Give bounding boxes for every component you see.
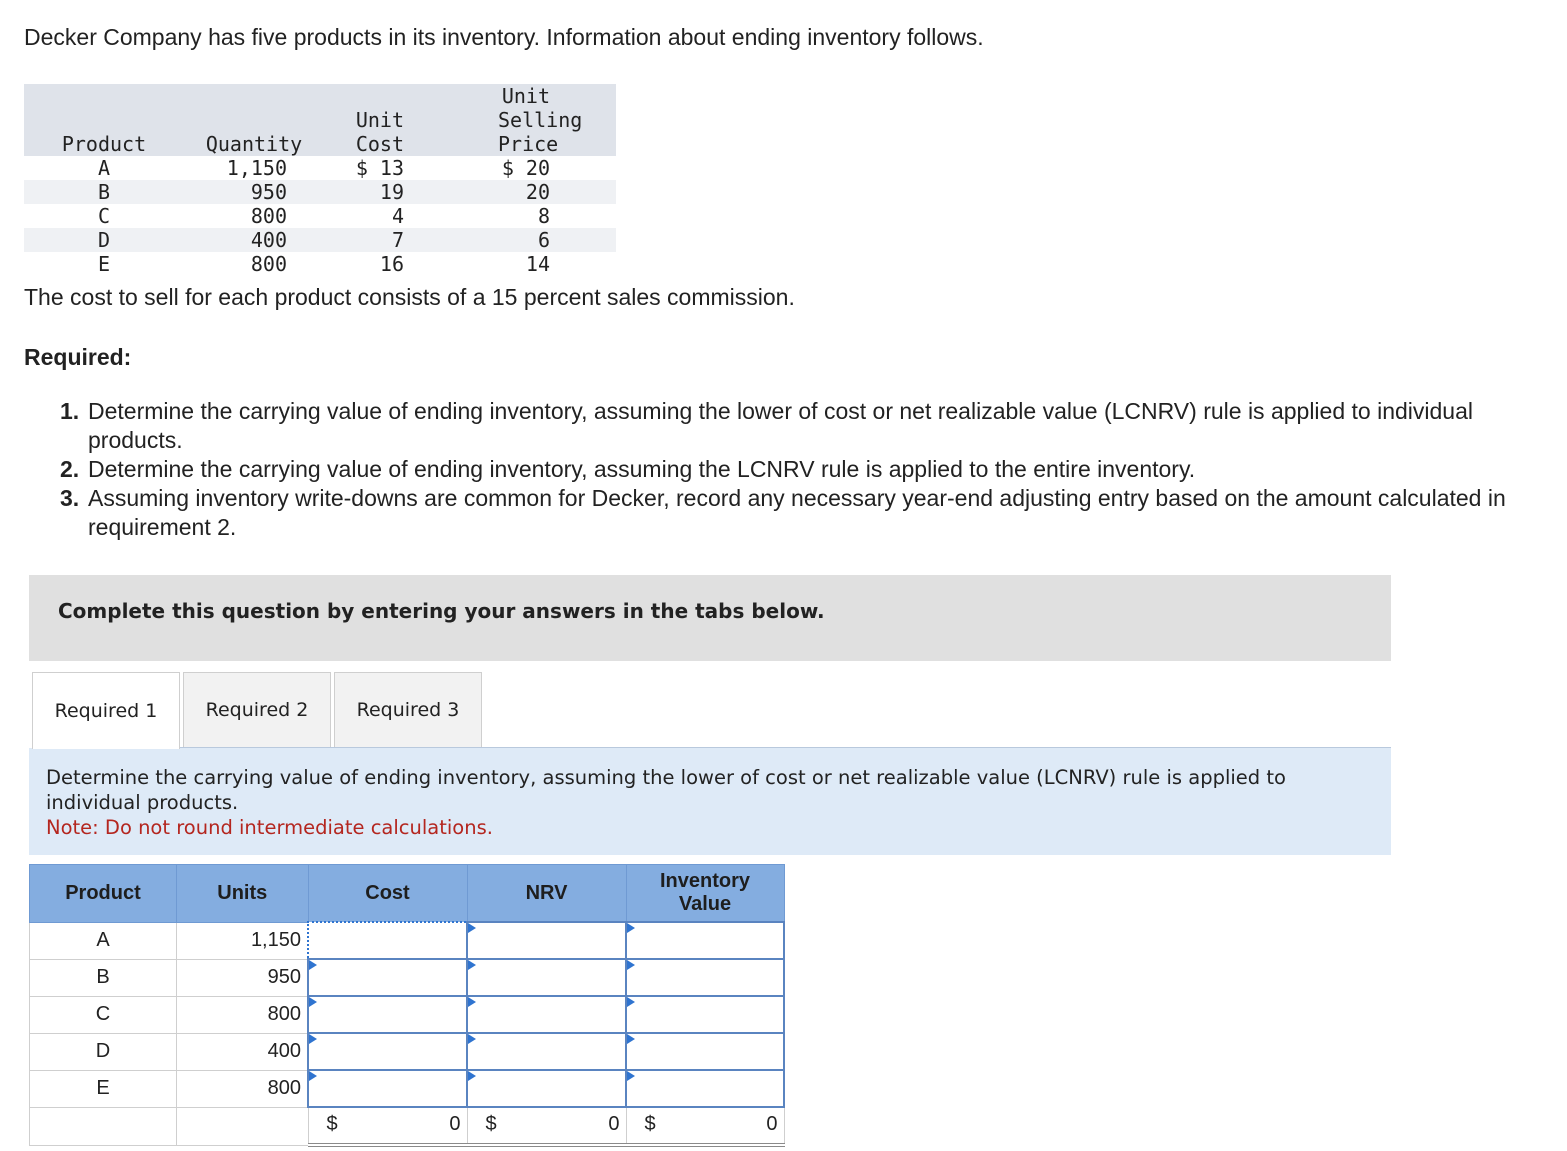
product-cell: C	[97, 204, 111, 228]
inventory-value-input[interactable]	[626, 959, 784, 996]
units-cell: 1,150	[177, 922, 309, 959]
cost-to-sell-note: The cost to sell for each product consists of a 15 percent sales commission.	[24, 284, 795, 310]
table-row	[30, 922, 785, 959]
header-unit-price-line1: Unit Selling	[498, 84, 583, 132]
header-inventory-value: Inventory Value	[626, 865, 784, 923]
tab-required-3[interactable]: Required 3	[334, 672, 482, 748]
header-cost: Cost	[308, 865, 467, 923]
table-row	[24, 252, 616, 276]
unit-cost-cell: 19	[324, 180, 432, 204]
table-row	[30, 996, 785, 1033]
requirement-item: 3. Assuming inventory write-downs are common for Decker, record any necessary year-end adjusting entry based on the amount calculated in requirement 2.	[60, 485, 1506, 540]
product-cell: C	[30, 996, 177, 1033]
units-cell: 800	[177, 996, 309, 1033]
inventory-info-table	[24, 84, 616, 276]
cost-input[interactable]	[308, 922, 467, 959]
inventory-value-input[interactable]	[626, 996, 784, 1033]
total-cost: $ 0	[308, 1107, 467, 1145]
cost-input[interactable]	[308, 996, 467, 1033]
table-row	[24, 156, 616, 180]
total-nrv: $ 0	[467, 1107, 626, 1145]
table-row	[30, 959, 785, 996]
product-cell: E	[30, 1070, 177, 1107]
requirements-list	[60, 397, 1508, 542]
question-note: Note: Do not round intermediate calculations.	[46, 816, 493, 839]
product-cell: B	[30, 959, 177, 996]
table-row	[24, 180, 616, 204]
header-product: Product	[30, 865, 177, 923]
instruction-text: Complete this question by entering your answers in the tabs below.	[58, 599, 825, 623]
header-unit-price-line2: Price	[498, 132, 559, 156]
instruction-banner	[29, 575, 1391, 661]
product-cell: D	[24, 228, 184, 252]
nrv-input[interactable]	[467, 996, 626, 1033]
unit-price-cell: 14	[525, 252, 550, 276]
question-text: Determine the carrying value of ending inventory, assuming the lower of cost or net realizable value (LCNRV) rule is applied to individual products.	[46, 766, 1286, 814]
nrv-input[interactable]	[467, 959, 626, 996]
total-row	[30, 1107, 785, 1145]
product-cell: D	[30, 1033, 177, 1070]
answer-table	[29, 864, 785, 1147]
product-cell: B	[24, 180, 184, 204]
cost-input[interactable]	[308, 1070, 467, 1107]
requirement-item: 2. Determine the carrying value of ending inventory, assuming the LCNRV rule is applied to the entire inventory.	[60, 456, 1196, 482]
inventory-value-input[interactable]	[626, 1070, 784, 1107]
header-unit-selling-price	[432, 84, 616, 156]
total-empty-cell	[177, 1107, 309, 1145]
inventory-value-input[interactable]	[626, 922, 784, 959]
unit-cost-cell: 4	[391, 204, 404, 228]
cost-input[interactable]	[308, 959, 467, 996]
quantity-cell: 800	[250, 252, 287, 276]
quantity-cell: 950	[184, 180, 324, 204]
units-cell: 950	[177, 959, 309, 996]
nrv-input[interactable]	[467, 1070, 626, 1107]
unit-price-cell: 8	[537, 204, 550, 228]
table-row	[24, 228, 616, 252]
header-unit-cost-line1: Unit	[355, 108, 404, 132]
table-row	[30, 1070, 785, 1107]
table-row	[24, 204, 616, 228]
units-cell: 400	[177, 1033, 309, 1070]
inventory-header-row	[24, 84, 616, 156]
inventory-value-input[interactable]	[626, 1033, 784, 1070]
header-product: Product	[24, 84, 184, 156]
required-heading: Required:	[24, 344, 132, 370]
unit-price-cell: 6	[432, 228, 616, 252]
cost-input[interactable]	[308, 1033, 467, 1070]
header-unit-cost-line2: Cost	[355, 132, 404, 156]
nrv-input[interactable]	[467, 922, 626, 959]
unit-price-cell: $ 20	[501, 156, 550, 180]
total-inventory-value: $ 0	[626, 1107, 784, 1145]
product-cell: A	[30, 922, 177, 959]
intro-text: Decker Company has five products in its inventory. Information about ending inventory follows.	[24, 24, 984, 50]
tab-required-1[interactable]: Required 1	[32, 672, 180, 749]
question-panel	[29, 748, 1391, 855]
unit-cost-cell: 16	[379, 252, 404, 276]
unit-cost-cell: 7	[324, 228, 432, 252]
quantity-cell: 400	[184, 228, 324, 252]
units-cell: 800	[177, 1070, 309, 1107]
table-row	[30, 1033, 785, 1070]
header-units: Units	[177, 865, 309, 923]
answer-header-row	[30, 865, 785, 923]
unit-cost-cell: $ 13	[355, 156, 404, 180]
header-unit-cost	[324, 84, 432, 156]
quantity-cell: 1,150	[226, 156, 287, 180]
quantity-cell: 800	[250, 204, 287, 228]
header-quantity: Quantity	[184, 84, 324, 156]
product-cell: E	[97, 252, 111, 276]
nrv-input[interactable]	[467, 1033, 626, 1070]
requirement-item: 1. Determine the carrying value of ending inventory, assuming the lower of cost or net realizable value (LCNRV) rule is applied to individual products.	[60, 398, 1473, 453]
header-nrv: NRV	[467, 865, 626, 923]
tab-required-2[interactable]: Required 2	[183, 672, 331, 748]
total-empty-cell	[30, 1107, 177, 1145]
unit-price-cell: 20	[432, 180, 616, 204]
product-cell: A	[97, 156, 111, 180]
